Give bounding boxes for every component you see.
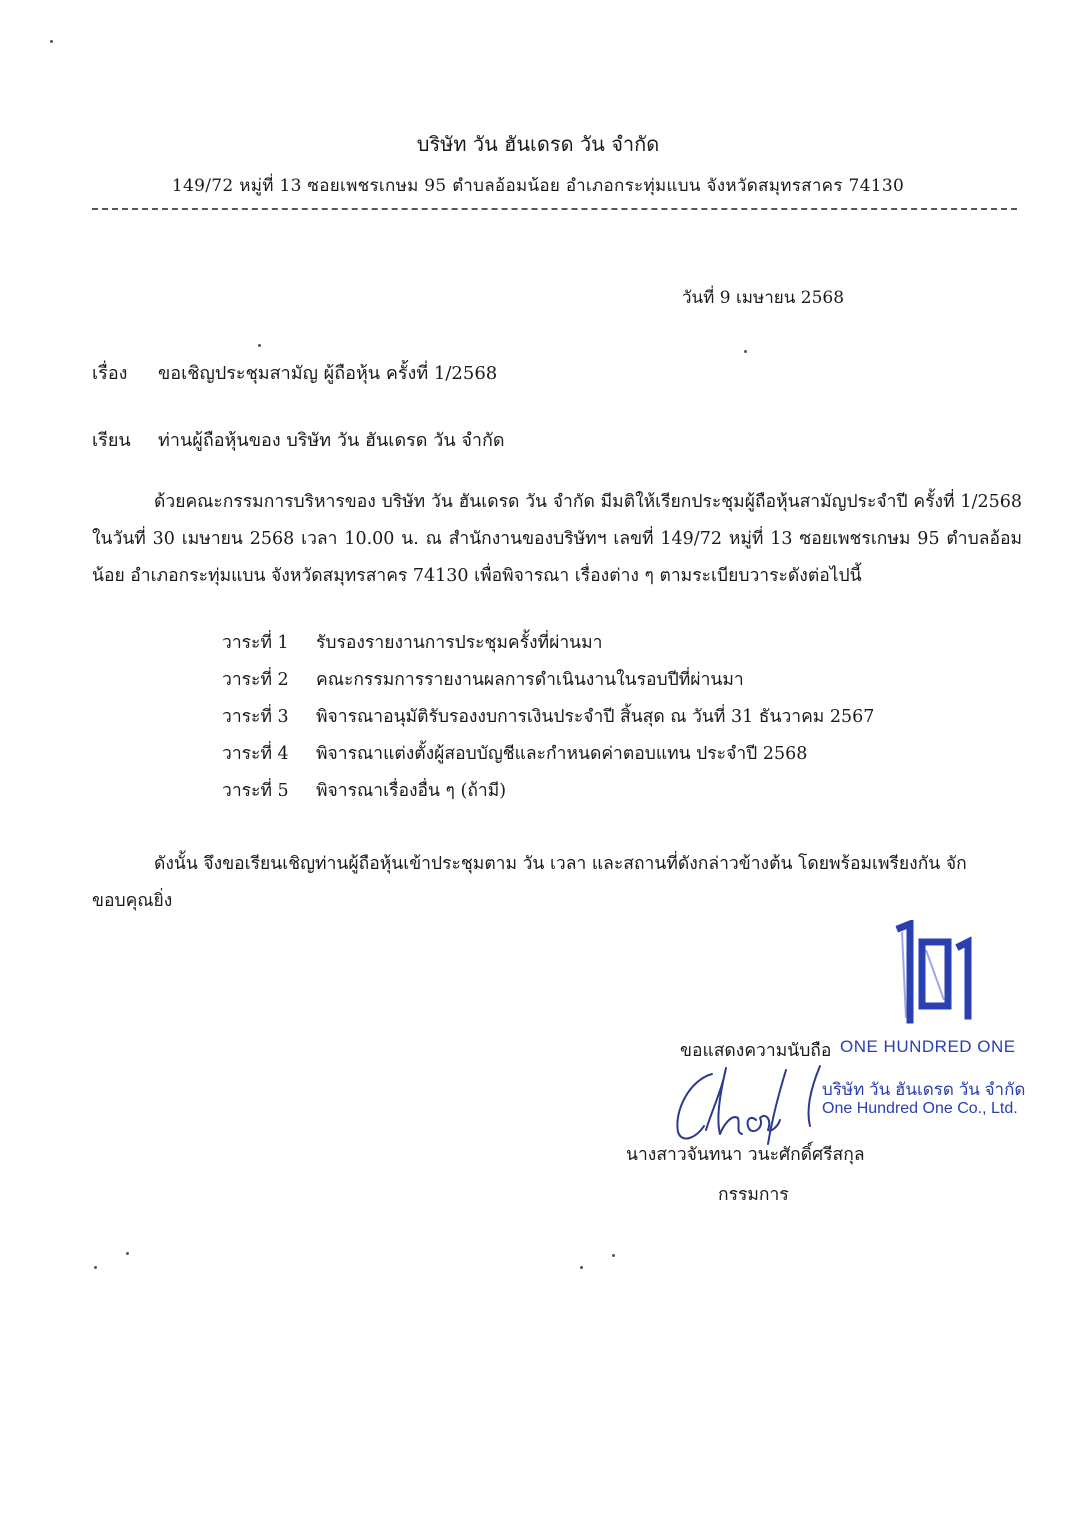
scan-speck <box>612 1254 615 1257</box>
agenda-item-label: วาระที่ 5 <box>222 781 289 801</box>
agenda-item <box>222 665 874 702</box>
letter-date: วันที่ 9 เมษายน 2568 <box>682 288 845 308</box>
scan-speck <box>580 1266 583 1269</box>
regards-text: ขอแสดงความนับถือ <box>680 1041 832 1061</box>
agenda-item-text: คณะกรรมการรายงานผลการดำเนินงานในรอบปีที่ผ่านมา <box>316 670 744 690</box>
stamp-company-en: One Hundred One Co., Ltd. <box>822 1100 1018 1117</box>
agenda-item-label: วาระที่ 3 <box>222 707 289 727</box>
body-paragraph: ด้วยคณะกรรมการบริหารของ บริษัท วัน ฮันเดรด วัน จำกัด มีมติให้เรียกประชุมผู้ถือหุ้นสามัญประจำปี ครั้งที่ 1/2568 ในวันที่ 30 เมษายน 2568 เวลา 10.00 น. ณ สำนักงานของบริษัทฯ เลขที่ 149/72 หมู่ที่ 13 ซอยเพชรเกษม 95 ตำบลอ้อมน้อย อำเภอกระทุ่มแบน จังหวัดสมุทรสาคร 74130 เพื่อพิจารณา เรื่องต่าง ๆ ตามระเบียบวาระดังต่อไปนี้ <box>92 492 1022 586</box>
agenda-item-text: รับรองรายงานการประชุมครั้งที่ผ่านมา <box>316 633 603 653</box>
stamp-english-name: ONE HUNDRED ONE <box>840 1037 1016 1056</box>
scan-speck <box>744 350 747 353</box>
scan-speck <box>258 344 261 347</box>
signer-title: กรรมการ <box>718 1185 789 1205</box>
agenda-item <box>222 628 874 665</box>
agenda-item-label: วาระที่ 1 <box>222 633 289 653</box>
agenda-item-text: พิจารณาเรื่องอื่น ๆ (ถ้ามี) <box>316 781 507 801</box>
subject-text: ขอเชิญประชุมสามัญ ผู้ถือหุ้น ครั้งที่ 1/2568 <box>158 363 498 384</box>
stamp-thai-name: บริษัท วัน ฮันเดรด วัน จำกัด <box>822 1080 1026 1099</box>
agenda-item-text: พิจารณาแต่งตั้งผู้สอบบัญชีและกำหนดค่าตอบแทน ประจำปี 2568 <box>316 744 808 764</box>
subject-label: เรื่อง <box>92 363 128 384</box>
agenda-item <box>222 702 874 739</box>
header-divider <box>92 208 1017 210</box>
closing-paragraph: ดังนั้น จึงขอเรียนเชิญท่านผู้ถือหุ้นเข้าประชุมตาม วัน เวลา และสถานที่ดังกล่าวข้างต้น โดยพร้อมเพรียงกัน จักขอบคุณยิ่ง <box>92 854 967 911</box>
scan-speck <box>50 40 53 43</box>
company-address: 149/72 หมู่ที่ 13 ซอยเพชรเกษม 95 ตำบลอ้อมน้อย อำเภอกระทุ่มแบน จังหวัดสมุทรสาคร 74130 <box>171 176 905 196</box>
company-logo-stamp <box>888 920 978 1026</box>
scan-speck <box>94 1266 97 1269</box>
handwritten-signature <box>660 1060 860 1150</box>
company-name: บริษัท วัน ฮันเดรด วัน จำกัด <box>416 132 660 156</box>
agenda-item <box>222 739 874 776</box>
recipient-label: เรียน <box>92 430 131 451</box>
agenda-item-text: พิจารณาอนุมัติรับรองงบการเงินประจำปี สิ้นสุด ณ วันที่ 31 ธันวาคม 2567 <box>316 707 875 727</box>
signer-name: นางสาวจันทนา วนะศักดิ์ศรีสกุล <box>626 1145 865 1165</box>
agenda-item-label: วาระที่ 4 <box>222 744 289 764</box>
agenda-item-label: วาระที่ 2 <box>222 670 289 690</box>
agenda-list <box>222 628 874 813</box>
scan-speck <box>126 1252 129 1255</box>
agenda-item <box>222 776 874 813</box>
recipient-text: ท่านผู้ถือหุ้นของ บริษัท วัน ฮันเดรด วัน จำกัด <box>158 430 505 451</box>
